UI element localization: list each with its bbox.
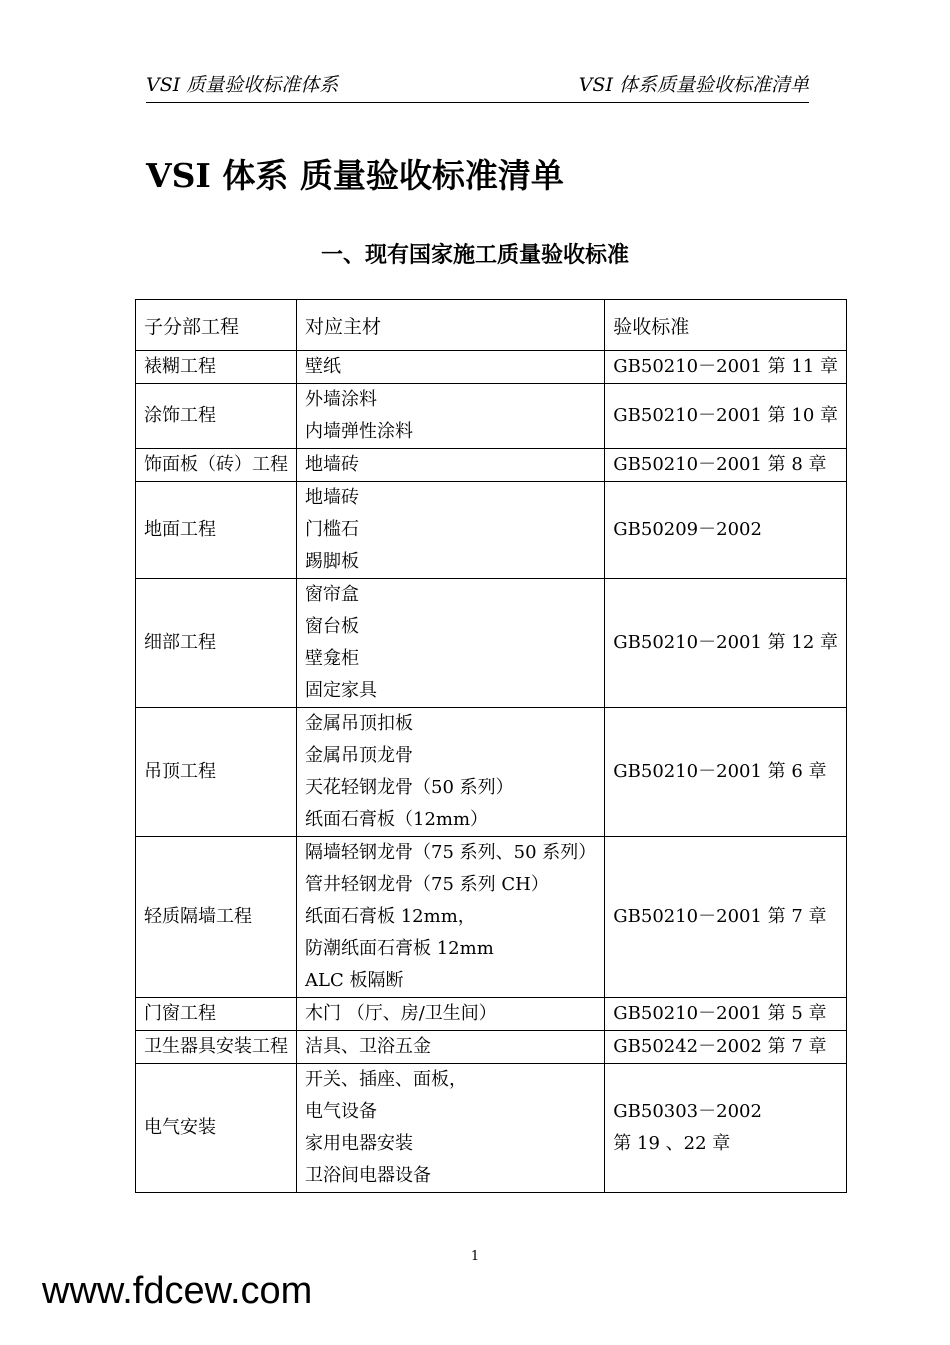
table-row	[136, 449, 847, 482]
material-line: 卫浴间电器设备	[305, 1165, 431, 1186]
subsection-cell: 门窗工程	[136, 998, 297, 1031]
material-line: 纸面石膏板（12mm）	[305, 809, 489, 830]
table-row	[136, 837, 847, 998]
column-header: 验收标准	[605, 300, 847, 351]
material-line: 管井轻钢龙骨（75 系列 CH）	[305, 874, 549, 895]
material-line: 金属吊顶扣板	[305, 713, 413, 734]
column-header: 子分部工程	[136, 300, 297, 351]
materials-cell	[297, 998, 605, 1031]
material-line: 窗台板	[305, 616, 359, 637]
materials-cell	[297, 837, 605, 998]
materials-cell	[297, 708, 605, 837]
standard-cell	[605, 708, 847, 837]
standard-cell	[605, 384, 847, 449]
table-body	[136, 351, 847, 1193]
materials-cell	[297, 384, 605, 449]
table-row	[136, 708, 847, 837]
standard-line: GB50210－2001 第 8 章	[613, 454, 827, 475]
column-header: 对应主材	[297, 300, 605, 351]
header-left: VSI 质量验收标准体系	[146, 74, 339, 96]
material-line: 外墙涂料	[305, 389, 377, 410]
standard-cell	[605, 579, 847, 708]
subsection-cell: 电气安装	[136, 1064, 297, 1193]
watermark-url: www.fdcew.com	[42, 1270, 313, 1312]
material-line: 踢脚板	[305, 551, 359, 572]
standard-line: GB50210－2001 第 7 章	[613, 906, 827, 927]
material-line: 壁纸	[305, 356, 341, 377]
material-line: 电气设备	[305, 1101, 377, 1122]
material-line: 纸面石膏板 12mm，	[305, 906, 476, 927]
material-line: 洁具、卫浴五金	[305, 1036, 431, 1057]
standard-cell	[605, 1064, 847, 1193]
table-row	[136, 384, 847, 449]
standard-cell	[605, 1031, 847, 1064]
standard-line: GB50210－2001 第 11 章	[613, 356, 839, 377]
table-row	[136, 1031, 847, 1064]
standard-line: GB50242－2002 第 7 章	[613, 1036, 827, 1057]
standard-line: GB50210－2001 第 6 章	[613, 761, 827, 782]
page-title: VSI 体系 质量验收标准清单	[146, 156, 564, 195]
materials-cell	[297, 449, 605, 482]
material-line: 家用电器安装	[305, 1133, 413, 1154]
header-right: VSI 体系质量验收标准清单	[578, 74, 809, 96]
material-line: 内墙弹性涂料	[305, 421, 413, 442]
material-line: 开关、插座、面板，	[305, 1069, 467, 1090]
material-line: 窗帘盒	[305, 584, 359, 605]
standard-cell	[605, 351, 847, 384]
subsection-cell: 涂饰工程	[136, 384, 297, 449]
material-line: 金属吊顶龙骨	[305, 745, 413, 766]
materials-cell	[297, 1064, 605, 1193]
subsection-cell: 地面工程	[136, 482, 297, 579]
standards-table	[135, 299, 847, 1193]
standard-cell	[605, 449, 847, 482]
table-row	[136, 351, 847, 384]
material-line: 木门 （厅、房/卫生间）	[305, 1003, 497, 1024]
standard-line: GB50210－2001 第 12 章	[613, 632, 839, 653]
standard-line: GB50210－2001 第 10 章	[613, 405, 839, 426]
standard-cell	[605, 998, 847, 1031]
subsection-cell: 饰面板（砖）工程	[136, 449, 297, 482]
materials-cell	[297, 579, 605, 708]
subsection-cell: 轻质隔墙工程	[136, 837, 297, 998]
material-line: 固定家具	[305, 680, 377, 701]
standard-line: 第 19 、22 章	[613, 1133, 731, 1154]
section-heading: 一、现有国家施工质量验收标准	[320, 243, 629, 268]
material-line: ALC 板隔断	[305, 970, 404, 991]
table-row	[136, 482, 847, 579]
material-line: 壁龛柜	[305, 648, 359, 669]
subsection-cell: 裱糊工程	[136, 351, 297, 384]
table-header-row	[136, 300, 847, 351]
material-line: 天花轻钢龙骨（50 系列）	[305, 777, 514, 798]
standard-line: GB50209－2002	[613, 519, 762, 540]
table-row	[136, 1064, 847, 1193]
table-row	[136, 579, 847, 708]
materials-cell	[297, 1031, 605, 1064]
standard-cell	[605, 482, 847, 579]
running-header	[146, 68, 809, 103]
standard-line: GB50210－2001 第 5 章	[613, 1003, 827, 1024]
material-line: 门槛石	[305, 519, 359, 540]
material-line: 地墙砖	[305, 487, 359, 508]
table-row	[136, 998, 847, 1031]
subsection-cell: 吊顶工程	[136, 708, 297, 837]
material-line: 防潮纸面石膏板 12mm	[305, 938, 494, 959]
materials-cell	[297, 482, 605, 579]
materials-cell	[297, 351, 605, 384]
standard-line: GB50303－2002	[613, 1101, 762, 1122]
subsection-cell: 细部工程	[136, 579, 297, 708]
material-line: 地墙砖	[305, 454, 359, 475]
page-number: 1	[470, 1249, 480, 1264]
subsection-cell: 卫生器具安装工程	[136, 1031, 297, 1064]
standard-cell	[605, 837, 847, 998]
material-line: 隔墙轻钢龙骨（75 系列、50 系列）	[305, 842, 597, 863]
